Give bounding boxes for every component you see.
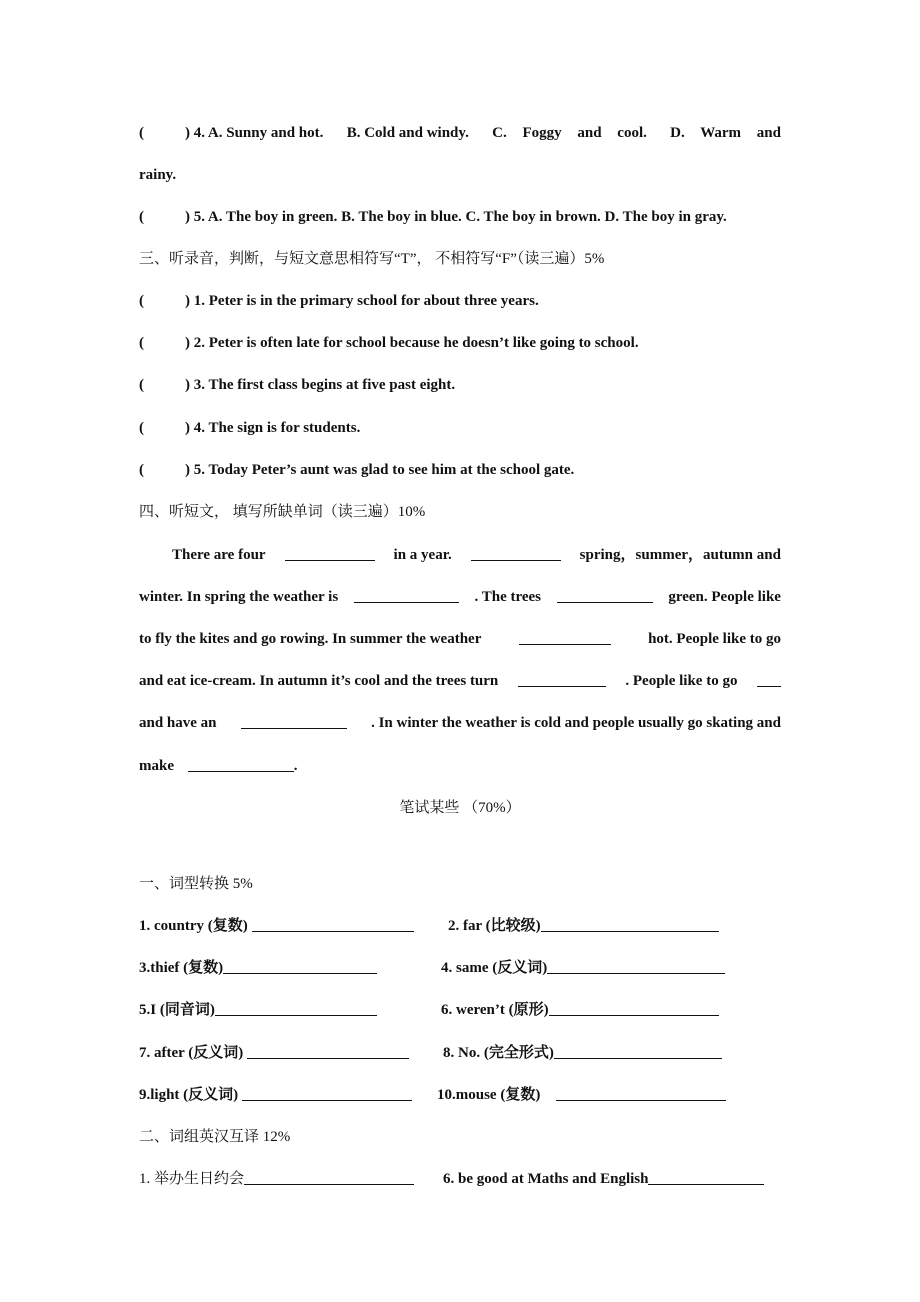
passage-text: . People like to go bbox=[625, 673, 738, 689]
w2-item-6 bbox=[443, 1169, 764, 1189]
question-text: ) 4. The sign is for students. bbox=[185, 420, 361, 436]
fill-blank[interactable] bbox=[188, 756, 294, 772]
answer-paren[interactable]: ( bbox=[139, 209, 144, 225]
answer-line[interactable] bbox=[554, 1043, 722, 1059]
w1-item-1 bbox=[139, 916, 414, 936]
question-2-5 bbox=[139, 207, 727, 227]
question-text: ) 5. A. The boy in green. B. The boy in blue. C. The boy in brown. D. The boy in gray. bbox=[185, 209, 727, 225]
w1-heading: 一、词型转换 5% bbox=[139, 876, 253, 892]
answer-line[interactable] bbox=[223, 958, 377, 974]
fill-blank[interactable] bbox=[241, 713, 347, 729]
answer-line[interactable] bbox=[244, 1169, 414, 1185]
w1-item-2 bbox=[448, 916, 719, 936]
passage-text: to fly the kites and go rowing. In summer the weather bbox=[139, 631, 482, 647]
answer-line[interactable] bbox=[556, 1085, 726, 1101]
w2-heading: 二、词组英汉互译 12% bbox=[139, 1129, 291, 1145]
answer-line[interactable] bbox=[648, 1169, 764, 1185]
passage-text: spring，summer，autumn and bbox=[579, 547, 781, 563]
w1-item-8 bbox=[443, 1043, 722, 1063]
item-label: 3.thief (复数) bbox=[139, 960, 224, 976]
w1-item-7 bbox=[139, 1043, 409, 1063]
option-c: C. Foggy and cool. bbox=[492, 125, 647, 141]
item-label: 1. 举办生日约会 bbox=[139, 1171, 245, 1187]
question-text: ) 2. Peter is often late for school because he doesn’t like going to school. bbox=[185, 335, 639, 351]
item-label: 1. country (复数) bbox=[139, 918, 248, 934]
passage-text: There are four bbox=[172, 547, 266, 563]
item-label: 6. be good at Maths and English bbox=[443, 1171, 649, 1187]
answer-paren[interactable]: ( bbox=[139, 420, 144, 436]
question-3-4 bbox=[139, 418, 360, 438]
passage-line-6 bbox=[139, 756, 298, 776]
question-3-5 bbox=[139, 460, 574, 480]
question-3-3 bbox=[139, 375, 455, 395]
w1-item-5 bbox=[139, 1000, 377, 1020]
answer-line[interactable] bbox=[215, 1000, 377, 1016]
passage-text: and have an bbox=[139, 715, 217, 731]
w2-item-1 bbox=[139, 1169, 414, 1189]
passage-line-5 bbox=[139, 713, 781, 733]
question-3-1 bbox=[139, 291, 539, 311]
answer-line[interactable] bbox=[549, 1000, 719, 1016]
fill-blank[interactable] bbox=[285, 545, 375, 561]
passage-text: make bbox=[139, 758, 174, 774]
answer-paren[interactable]: ( bbox=[139, 335, 144, 351]
item-label: 4. same (反义词) bbox=[441, 960, 548, 976]
passage-text: winter. In spring the weather is bbox=[139, 589, 339, 605]
item-label: 8. No. (完全形式) bbox=[443, 1045, 554, 1061]
answer-line[interactable] bbox=[541, 916, 719, 932]
answer-line[interactable] bbox=[242, 1085, 412, 1101]
item-label: 6. weren’t (原形) bbox=[441, 1002, 549, 1018]
question-text: ) 4. A. Sunny and hot. bbox=[185, 125, 324, 141]
w1-item-4 bbox=[441, 958, 725, 978]
w1-item-9 bbox=[139, 1085, 412, 1105]
passage-line-2 bbox=[139, 587, 781, 607]
passage-line-3 bbox=[139, 629, 781, 649]
item-label: 9.light (反义词) bbox=[139, 1087, 239, 1103]
answer-paren[interactable]: ( bbox=[139, 462, 144, 478]
question-3-2 bbox=[139, 333, 639, 353]
question-2-4 bbox=[139, 123, 781, 143]
passage-text: and eat ice-cream. In autumn it’s cool and the trees turn bbox=[139, 673, 499, 689]
answer-paren[interactable]: ( bbox=[139, 125, 144, 141]
item-label: 5.I (同音词) bbox=[139, 1002, 215, 1018]
passage-text: green. People like bbox=[668, 589, 781, 605]
fill-blank[interactable] bbox=[557, 587, 653, 603]
fill-blank[interactable] bbox=[757, 671, 781, 687]
part3-heading: 三、听录音，判断，与短文意思相符写“T”， 不相符写“F”（读三遍）5% bbox=[139, 251, 605, 267]
question-text: ) 3. The first class begins at five past eight. bbox=[185, 377, 456, 393]
fill-blank[interactable] bbox=[471, 545, 561, 561]
answer-paren[interactable]: ( bbox=[139, 293, 144, 309]
item-label: 7. after (反义词) bbox=[139, 1045, 244, 1061]
passage-line-1 bbox=[139, 545, 781, 565]
option-b: B. Cold and windy. bbox=[346, 125, 469, 141]
answer-line[interactable] bbox=[547, 958, 725, 974]
passage-line-4 bbox=[139, 671, 781, 691]
w1-item-10 bbox=[437, 1085, 726, 1105]
fill-blank[interactable] bbox=[518, 671, 606, 687]
w1-item-3 bbox=[139, 958, 377, 978]
w1-item-6 bbox=[441, 1000, 719, 1020]
passage-text: hot. People like to go bbox=[648, 631, 781, 647]
item-label: 10.mouse (复数) bbox=[437, 1087, 541, 1103]
question-text: ) 1. Peter is in the primary school for about three years. bbox=[185, 293, 539, 309]
fill-blank[interactable] bbox=[354, 587, 459, 603]
passage-text: in a year. bbox=[393, 547, 452, 563]
fill-blank[interactable] bbox=[519, 629, 611, 645]
answer-line[interactable] bbox=[247, 1043, 409, 1059]
question-2-4-cont: rainy. bbox=[139, 167, 177, 183]
passage-text: . bbox=[293, 758, 298, 774]
written-section-title: 笔试某些 （70%） bbox=[399, 800, 521, 816]
answer-paren[interactable]: ( bbox=[139, 377, 144, 393]
item-label: 2. far (比较级) bbox=[448, 918, 541, 934]
question-text: ) 5. Today Peter’s aunt was glad to see him at the school gate. bbox=[185, 462, 575, 478]
passage-text: . The trees bbox=[474, 589, 542, 605]
answer-line[interactable] bbox=[252, 916, 414, 932]
option-d: D. Warm and bbox=[670, 125, 781, 141]
passage-text: . In winter the weather is cold and people usually go skating and bbox=[371, 715, 781, 731]
part4-heading: 四、听短文， 填写所缺单词（读三遍）10% bbox=[139, 504, 426, 520]
